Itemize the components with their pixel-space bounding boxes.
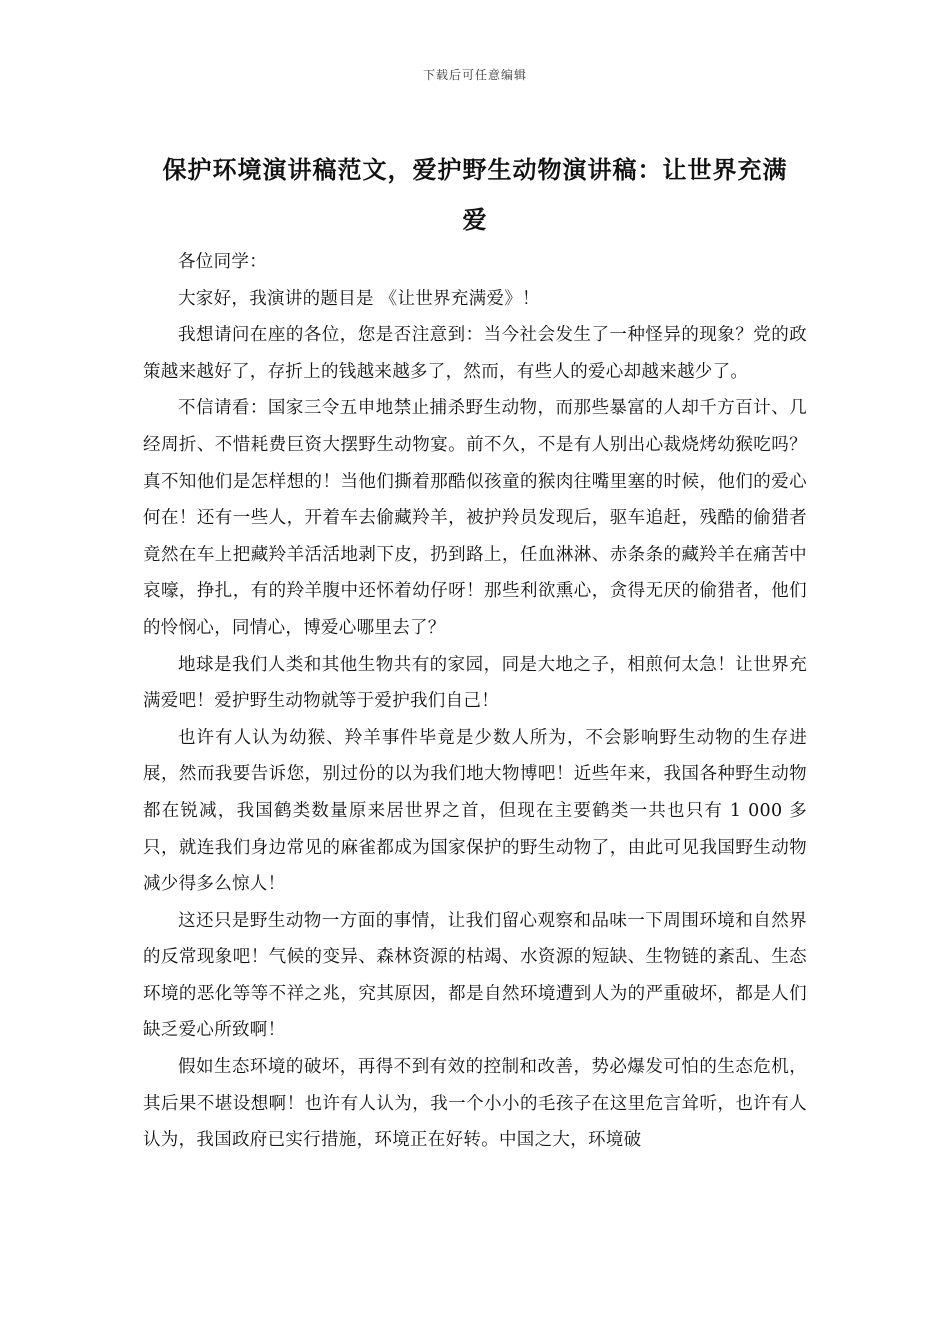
- paragraph: 不信请看：国家三令五申地禁止捕杀野生动物，而那些暴富的人却千方百计、几经周折、不惜耗费巨资大摆野生动物宴。前不久，不是有人别出心裁烧烤幼猴吃吗？真不知他们是怎样想的！当他们撕着那酷似孩童的猴肉往嘴里塞的时候，他们的爱心何在！还有一些人，开着车去偷藏羚羊，被护羚员发现后，驱车追赶，残酷的偷猎者竟然在车上把藏羚羊活活地剥下皮，扔到路上，任血淋淋、赤条条的藏羚羊在痛苦中哀嚎，挣扎，有的羚羊腹中还怀着幼仔呀！那些利欲熏心，贪得无厌的偷猎者，他们的怜悯心，同情心，博爱心哪里去了？: [143, 398, 807, 638]
- document-title: [150, 145, 800, 245]
- paragraph: 这还只是野生动物一方面的事情，让我们留心观察和品味一下周围环境和自然界的反常现象吧！气候的变异、森林资源的枯竭、水资源的短缺、生物链的紊乱、生态环境的恶化等等不祥之兆，究其原因，都是自然环境遭到人为的严重破坏，都是人们缺乏爱心所致啊！: [143, 910, 807, 1041]
- document-body: [143, 244, 807, 1159]
- paragraph: 大家好，我演讲的题目是 《让世界充满爱》！: [178, 288, 540, 309]
- salutation: 各位同学：: [178, 252, 267, 272]
- paragraph: 假如生态环境的破坏，再得不到有效的控制和改善，势必爆发可怕的生态危机，其后果不堪设想啊！也许有人认为，我一个小小的毛孩子在这里危言耸听，也许有人认为，我国政府已实行措施，环境正在好转。中国之大，环境破: [143, 1057, 807, 1151]
- paragraph: 也许有人认为幼猴、羚羊事件毕竟是少数人所为，不会影响野生动物的生存进展，然而我要告诉您，别过份的以为我们地大物博吧！近些年来，我国各种野生动物都在锐减，我国鹤类数量原来居世界之首，但现在主要鹤类一共也只有 1 000 多只，就连我们身边常见的麻雀都成为国家保护的野生动物了，由此可见我国野生动物减少得多么惊人！: [143, 727, 807, 895]
- document-title-line-2: 爱: [462, 205, 488, 234]
- document-title-line-1: 保护环境演讲稿范文，爱护野生动物演讲稿：让世界充满: [162, 155, 788, 184]
- paragraph: 地球是我们人类和其他生物共有的家园，同是大地之子，相煎何太急！让世界充满爱吧！爱护野生动物就等于爱护我们自己！: [143, 654, 807, 712]
- header-note: 下载后可任意编辑: [422, 68, 527, 82]
- paragraph: 我想请问在座的各位，您是否注意到：当今社会发生了一种怪异的现象？党的政策越来越好了，存折上的钱越来越多了，然而，有些人的爱心却越来越少了。: [143, 325, 807, 382]
